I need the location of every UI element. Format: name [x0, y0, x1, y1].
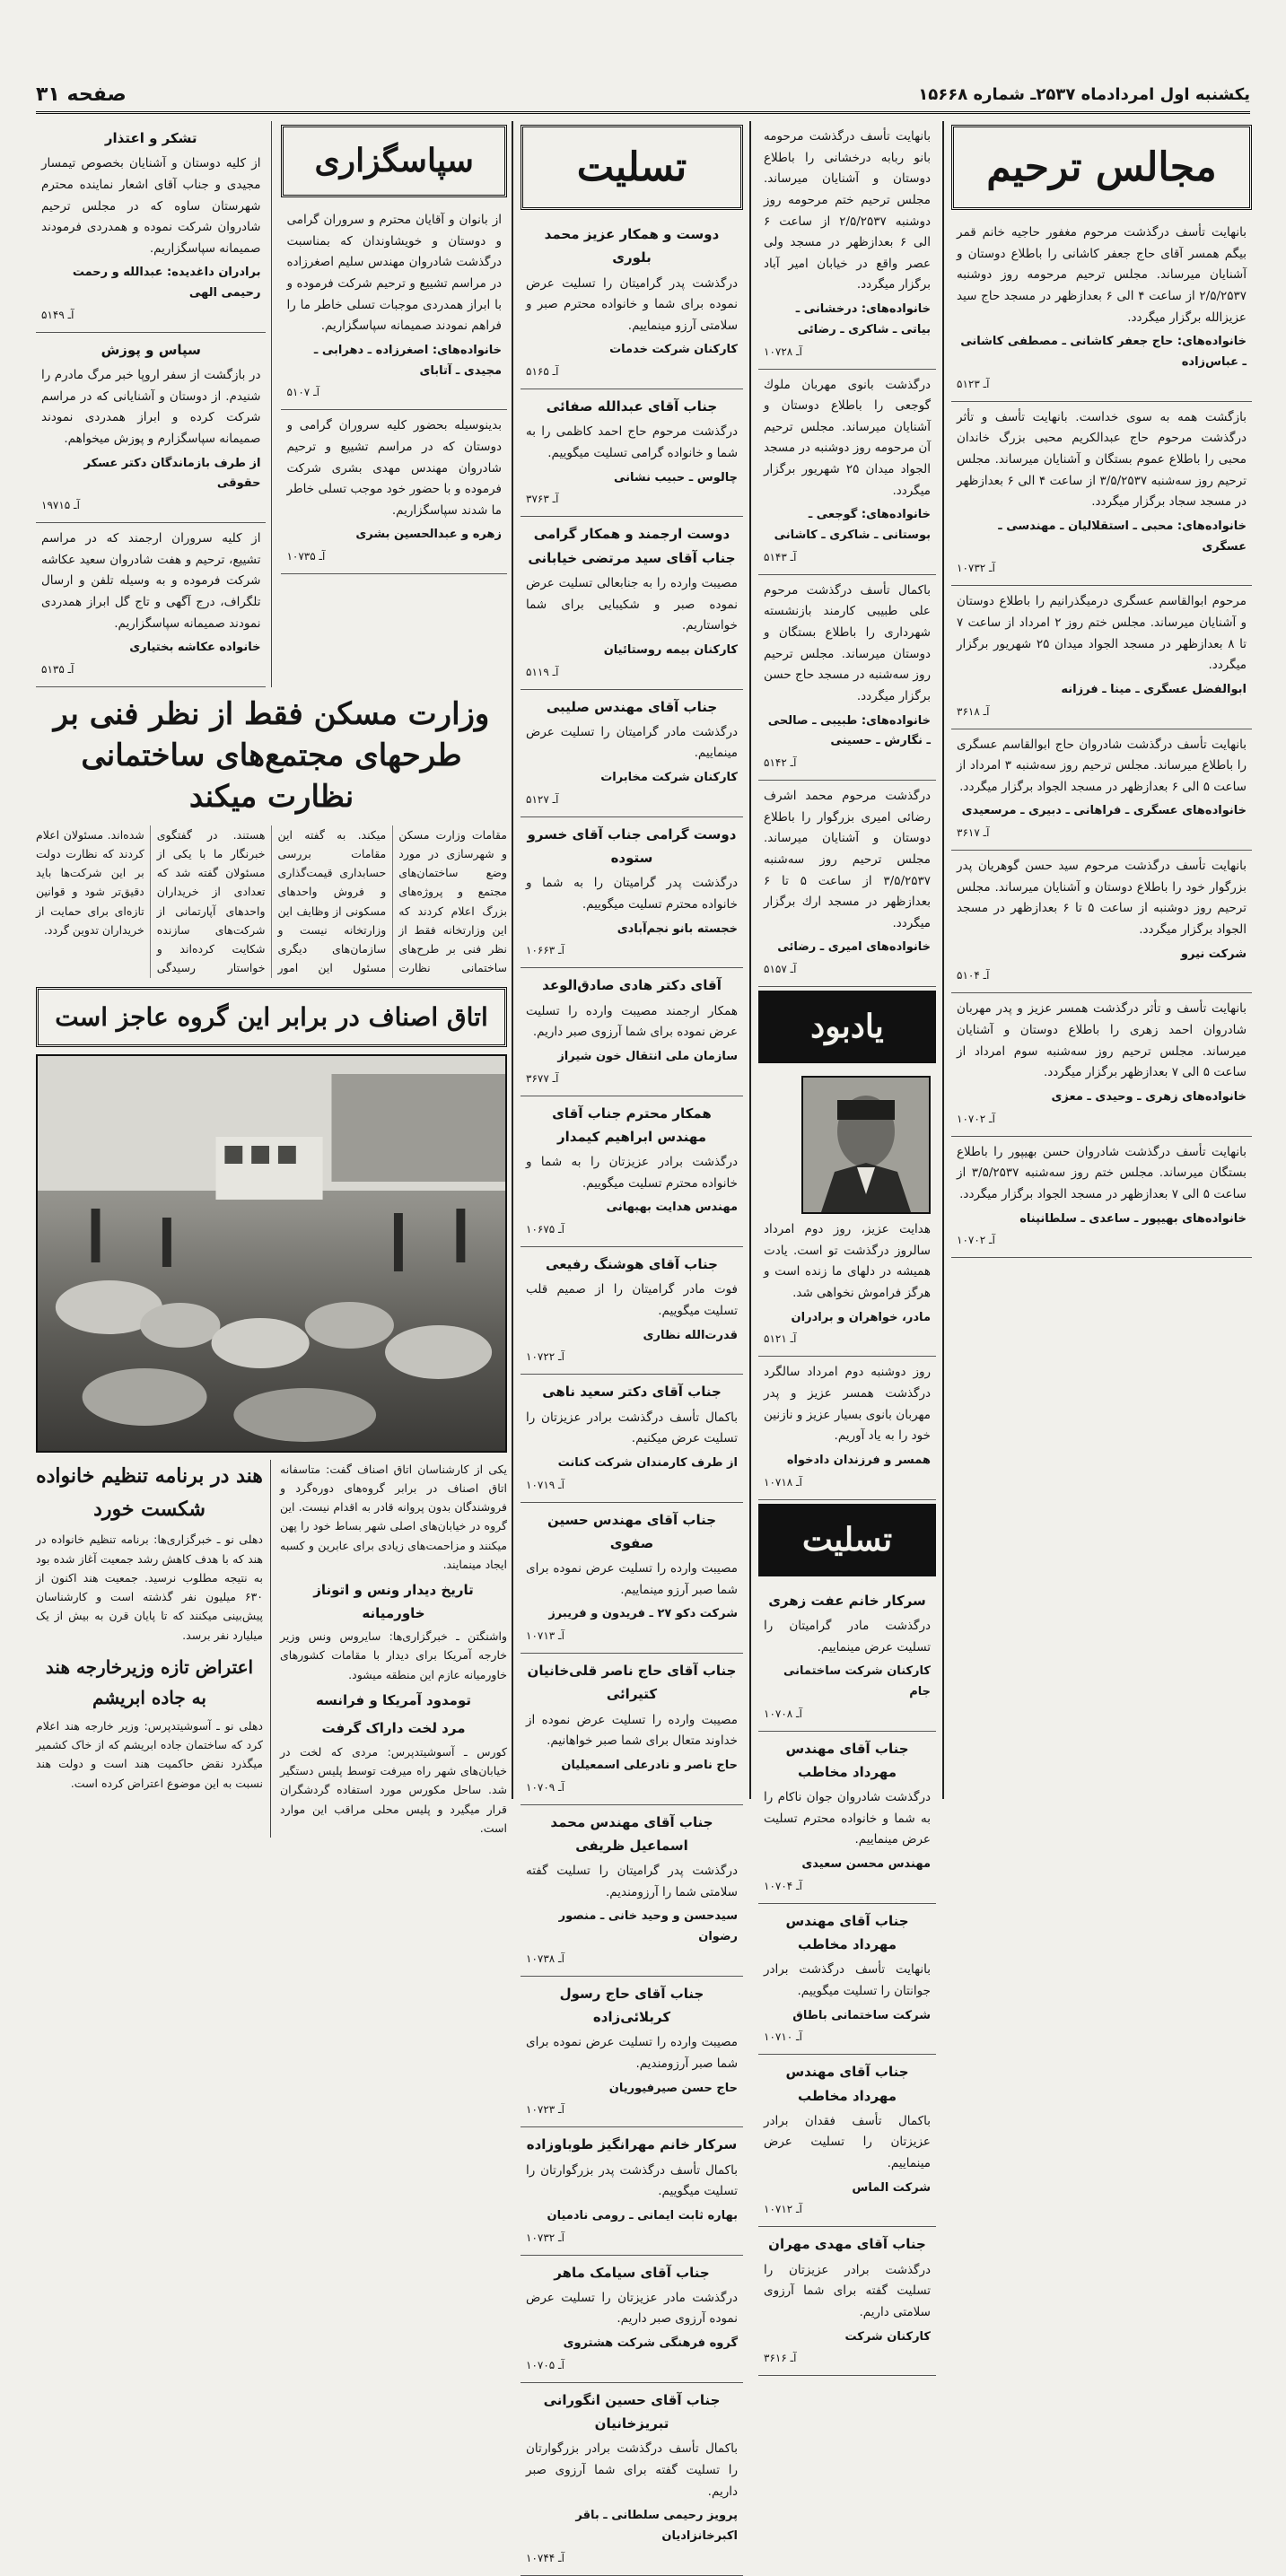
notice-recipient: جناب آقای هوشنگ رفیعی: [546, 1256, 718, 1272]
anniversary-code: آـ ۱۰۷۱۸: [764, 1475, 802, 1489]
notice-signature: خانواده‌های امیری ـ رضائی: [777, 940, 931, 955]
notice-recipient: سرکار خانم عفت زهری: [768, 1592, 926, 1609]
notice-signature: گروه فرهنگی شرکت هشتروی: [563, 2336, 738, 2350]
notice-text: بانهایت تأسف درگذشت مرحوم مغفور حاجیه خانم قمر بیگم همسر آقای حاج جعفر کاشانی را باطلاع دوستان و آشنایان میرساند. مجلس ترحیم مرحومه روز دوشنبه ۲/۵/۲۵۳۷ از ساعت ۴ الی ۶ بعدازظهر در مسجد حاج سید عزیزالله برگزار میگردد.: [957, 225, 1247, 325]
notice-recipient: جناب آقای مهندس مهرداد مخاطب: [785, 1740, 909, 1780]
anniversary-notice: [758, 1357, 936, 1499]
bottom-news-row: [36, 1460, 507, 1838]
notice-text: بانهایت تأسف درگذشت مرحومه بانو ربابه درخشانی را باطلاع دوستان و آشنایان میرساند. مجلس ترحیم ختم مرحومه روز دوشنبه ۲/۵/۲۵۳۷ از ساعت ۶ الی ۶ بعدازظهر در مسجد ولی عصر واقع در خیابان امیر آباد برگزار میگردد.: [764, 129, 931, 293]
notice-text: بانهایت تأسف درگذشت برادر جوانتان را تسلیت میگوییم.: [764, 1962, 931, 1998]
notice-recipient: جناب آقای عبدالله صفائی: [546, 398, 718, 415]
notice-text: مصیبت وارده را تسلیت عرض نموده برای شما صبر آرزومندیم.: [526, 2035, 738, 2071]
notice-text: درگذشت پدر گرامیتان را تسلیت گفته سلامتی شما را آرزومندیم.: [526, 1864, 738, 1899]
notice-code: آـ ۱۰۷۲۳: [526, 2103, 564, 2117]
notice-code: آـ ۱۰۷۰۹: [526, 1780, 564, 1794]
news-headline-vance: تاریخ دیدار ونس و اتوناز خاورمیانه: [313, 1582, 474, 1621]
notice-text: از کلیه دوستان و آشنایان بخصوص تیمسار مجیدی و جناب آقای اشعار نماینده محترم شهرستان ساوه که در مجلس ترحیم شادروان شرکت نموده و همدردی فرمودند صمیمانه سپاسگزاریم.: [41, 156, 261, 256]
news-headline-us-france: تومدود آمریکا و فرانسه: [315, 1691, 472, 1708]
notice-item: [281, 205, 507, 410]
notice-code: آـ ۵۱۲۷: [526, 792, 559, 806]
notice-signature: مهندس محسن سعیدی: [801, 1857, 931, 1871]
notice-text: مصیبت وارده را تسلیت عرض نموده برای شما صبر آرزو مینماییم.: [526, 1561, 738, 1597]
notice-item: [521, 1096, 743, 1248]
section-title-taslit-2: تسلیت: [758, 1504, 936, 1576]
memorial-portrait: [801, 1076, 931, 1214]
notice-item: [758, 121, 936, 370]
notice-item: [521, 2256, 743, 2383]
notice-code: آـ ۳۶۱۶: [764, 2352, 797, 2365]
section-title-majales: مجالس ترحیم: [951, 125, 1252, 210]
notice-text: همکار ارجمند مصیبت وارده را تسلیت عرض نموده برای شما آرزوی صبر داریم.: [526, 1003, 738, 1040]
article-headline: وزارت مسکن فقط از نظر فنی بر طرحهای مجتمع‌های ساختمانی نظارت میکند: [53, 696, 490, 815]
notice-recipient: دوست ارجمند و همکار گرامی جناب آقای سید مرتضی خیابانی: [528, 526, 736, 566]
notice-code: آـ ۵۱۴۹: [41, 308, 74, 321]
notice-item: [521, 2383, 743, 2576]
notice-text: باکمال تأسف درگذشت برادر بزرگوارتان را تسلیت گفته برای شما آرزوی صبر داریم.: [526, 2441, 738, 2499]
notice-item: [521, 968, 743, 1096]
notice-code: آـ ۱۰۷۲۸: [764, 345, 802, 358]
notice-signature: خانواده‌های عسگری ـ فراهانی ـ دبیری ـ مرسعیدی: [961, 804, 1247, 818]
notice-item: [758, 575, 936, 781]
notice-item: [758, 1584, 936, 1732]
notice-code: آـ ۵۱۶۵: [526, 365, 559, 379]
notice-text: درگذشت پدر گرامیتان را به شما و خانواده محترم تسلیت میگوییم.: [526, 876, 738, 912]
bottom-left-news: [36, 1460, 271, 1838]
notice-recipient: جناب آقای حاج رسول کربلائی‌زاده: [559, 1985, 704, 2025]
notice-text: درگذشت مرحوم حاج احمد کاظمی را به شما و خانواده گرامی تسلیت میگوییم.: [526, 424, 738, 460]
notice-recipient: جناب آقای مهندس صلیبی: [546, 698, 718, 715]
notice-item: [758, 2227, 936, 2376]
column-divider: [512, 121, 513, 1799]
notice-signature: خجسته بانو نجم‌آبادی: [617, 921, 738, 936]
notice-text: باکمال تأسف درگذشت برادر عزیزتان را تسلیت عرض میکنیم.: [526, 1410, 738, 1446]
notice-signature: خانواده‌های: حاج جعفر کاشانی ـ مصطفی کاشانی ـ عباس‌زاده: [960, 335, 1247, 369]
section-title-taslit: تسلیت: [521, 125, 743, 210]
notice-signature: خانواده عکاشه بختیاری: [129, 641, 261, 655]
notice-signature: خانواده‌های بهیپور ـ ساعدی ـ سلطانپناه: [1019, 1211, 1247, 1226]
notice-signature: خانواده‌های زهری ـ وحیدی ـ معزی: [1051, 1089, 1247, 1104]
news-text-silk-road: دهلی نو ـ آسوشیتدپرس: وزیر خارجه هند اعلام کرد که ساختمان جاده ابریشم که از خاک کشمیر میگذرد نقض حاکمیت هند است و دولت هند نسبت به این موضوع اعتراض کرده است.: [36, 1718, 263, 1790]
section-title-sepasgozari: سپاسگزاری: [281, 125, 507, 197]
section-title-yadbud: یادبود: [758, 991, 936, 1063]
notice-code: آـ ۵۱۰۷: [286, 386, 319, 399]
notice-text: از کلیه سروران ارجمند که در مراسم تشییع، ترحیم و هفت شادروان سعید عکاشه شرکت فرموده و به وسیله تلفن و ارسال تلگراف، درج آگهی و تاج گل ابراز همدردی نمودند صمیمانه سپاسگزاریم.: [41, 531, 261, 631]
notice-item: [758, 781, 936, 987]
notice-item: [521, 1503, 743, 1655]
notice-code: آـ ۵۱۳۵: [41, 663, 74, 676]
notice-item: [521, 1977, 743, 2128]
notice-signature: برادران داغدیده: عبدالله و رحمت رحیمی الهی: [72, 266, 261, 301]
notice-code: آـ ۵۱۴۲: [764, 756, 797, 769]
notice-signature: خانواده‌های: طبیبی ـ صالحی ـ نگارش ـ حسینی: [767, 713, 931, 748]
notice-text: مصیبت وارده را تسلیت عرض نموده از خداوند متعال برای شما صبر خواهانیم.: [526, 1712, 738, 1749]
notice-text: درگذشت برادر عزیزتان را به شما و خانواده محترم تسلیت میگوییم.: [526, 1155, 738, 1191]
column-obituaries: [951, 121, 1252, 1799]
column-thanks-and-news: [36, 121, 507, 1835]
notice-text: درگذشت برادر عزیزتان را تسلیت گفته برای شما آرزوی سلامتی داریم.: [764, 2262, 931, 2319]
notice-code: آـ ۱۰۷۲۲: [526, 1350, 564, 1364]
notice-signature: زهره و عبدالحسین بشری: [355, 528, 502, 542]
notice-text: بانهایت تأسف و تأثر درگذشت همسر عزیز و پدر مهربان شادروان احمد زهری را باطلاع دوستان و آشنایان میرساند. مجلس ترحیم روز سه‌شنبه سوم امرداد از ساعت ۵ الی ۷ بعدازظهر برگزار میگردد.: [957, 1001, 1247, 1080]
notice-code: آـ ۱۰۷۰۲: [957, 1112, 995, 1125]
notice-recipient: جناب آقای سیامک ماهر: [554, 2264, 710, 2281]
notice-code: آـ ۵۱۴۳: [764, 550, 797, 563]
notice-text: بانهایت تأسف درگذشت شادروان حاج ابوالقاسم عسگری را باطلاع میرساند. مجلس ترحیم روز سه‌شنبه ۳ امرداد از ساعت ۵ الی ۶ بعدازظهر در مسجد الجواد برگزار میگردد.: [957, 737, 1247, 794]
notice-signature: شرکت نیرو: [1180, 947, 1247, 961]
notice-code: آـ ۳۷۶۳: [526, 493, 559, 506]
notice-recipient: دوست گرامی جناب آقای خسرو ستوده: [527, 825, 737, 866]
notice-code: آـ ۵۱۲۳: [957, 377, 990, 390]
notice-code: آـ ۳۶۱۸: [957, 704, 990, 718]
notice-item: [521, 389, 743, 517]
notice-signature: ابوالفضل عسگری ـ مینا ـ فرزانه: [1061, 682, 1247, 696]
notice-item: [521, 2127, 743, 2255]
notice-item: [521, 1805, 743, 1977]
notice-item: [951, 993, 1252, 1136]
notice-text: بازگشت همه به سوی خداست. بانهایت تأسف و تأثر درگذشت مرحوم حاج عبدالکریم محبی بزرگ خاندان محبی را باطلاع عموم بستگان و آشنایان میرساند. مجلس ترحیم روز سه‌شنبه ۳/۵/۲۵۳۷ از ساعت ۴ الی ۶ بعدازظهر در مسجد سجاد برگزار میگردد.: [957, 409, 1247, 510]
anniversary-text: روز دوشنبه دوم امرداد سالگرد درگذشت همسر عزیز و پدر مهربان بانوی بسیار عزیز و نازنین خود را به یاد آوریم.: [764, 1365, 931, 1444]
notice-item: [521, 1654, 743, 1805]
notice-signature: سیدحسن و وحید خانی ـ منصور رضوان: [558, 1909, 738, 1943]
notice-signature: خانواده‌های: گوجعی ـ بوستانی ـ شاکری ـ کاشانی: [774, 508, 931, 542]
memorial-signature: مادر، خواهران و برادران: [791, 1310, 931, 1324]
bottom-right-news: [280, 1460, 507, 1838]
notice-signature: قدرت‌الله نظاری: [643, 1328, 738, 1342]
notice-code: آـ ۱۰۷۳۲: [957, 562, 995, 575]
thanks-list: [281, 205, 507, 574]
photo-headline: اتاق اصناف در برابر این گروه عاجز است: [36, 987, 507, 1047]
notice-signature: شرکت الماس: [852, 2180, 931, 2195]
notice-code: آـ ۵۱۰۴: [957, 969, 990, 982]
notice-item: [758, 370, 936, 575]
notice-item: [758, 2055, 936, 2227]
notice-item: [521, 217, 743, 389]
notice-text: باکمال تأسف درگذشت پدر بزرگوارتان را تسلیت میگوییم.: [526, 2162, 738, 2199]
notice-code: آـ ۱۹۷۱۵: [41, 499, 80, 512]
notice-code: آـ ۱۰۷۴۴: [526, 2551, 564, 2564]
notice-signature: سازمان ملی انتقال خون شیراز: [557, 1049, 738, 1063]
notice-item: [951, 586, 1252, 729]
notice-signature: خانواده‌های: اصغرزاده ـ دهرابی ـ مجیدی ـ آتابای: [313, 343, 502, 378]
notice-text: درگذشت مادر گرامیتان را تسلیت عرض مینماییم.: [764, 1618, 931, 1655]
notice-item: [758, 1732, 936, 1904]
notice-item: [36, 333, 266, 523]
notice-item: [951, 402, 1252, 587]
condolence-list-2: [758, 1584, 936, 2377]
memorial-notice: [758, 1070, 936, 1357]
notice-text: درگذشت مادر گرامیتان را تسلیت عرض مینماییم.: [526, 724, 738, 761]
notice-recipient: جناب آقای مهندس محمد اسماعیل ظریفی: [550, 1813, 713, 1854]
notice-code: آـ ۱۰۷۱۹: [526, 1478, 564, 1491]
notice-code: آـ ۱۰۷۳۵: [286, 550, 326, 563]
notice-item: [951, 1137, 1252, 1259]
notice-signature: حاج حسن صیرفیوریان: [608, 2081, 738, 2095]
notice-signature: خانواده‌های: درخشانی ـ بیاتی ـ شاکری ـ رضائی: [795, 302, 931, 336]
obituary-list-2: [758, 121, 936, 987]
notice-text: در بازگشت از سفر اروپا خبر مرگ مادرم را شنیدم. از دوستان و آشنایانی که در مراسم شرکت کرده و ابراز همدردی نمودند صمیمانه سپاسگزارم و پوزش میخواهم.: [41, 368, 261, 446]
notice-item: [758, 1904, 936, 2056]
notice-text: درگذشت شادروان جوان ناکام را به شما و خانواده محترم تسلیت عرض مینماییم.: [764, 1790, 931, 1847]
notice-item: [521, 817, 743, 969]
notice-code: آـ ۱۰۷۰۴: [764, 1879, 802, 1892]
notice-code: آـ ۱۰۶۶۳: [526, 944, 564, 957]
notice-text: فوت مادر گرامیتان را از صمیم قلب تسلیت میگوییم.: [526, 1282, 738, 1318]
notice-code: آـ ۳۶۷۷: [526, 1071, 559, 1085]
notice-code: آـ ۱۰۷۱۲: [764, 2203, 802, 2216]
anniversary-signature: همسر و فرزندان دادخواه: [786, 1453, 931, 1467]
notice-signature: حاج ناصر و نادرعلی اسمعیلیان: [561, 1758, 738, 1772]
notice-item: [36, 523, 266, 687]
notice-recipient: جناب آقای دکتر سعید ناهی: [542, 1384, 722, 1401]
notice-item: [521, 1375, 743, 1502]
column-obituaries-2: [758, 121, 936, 2365]
notice-code: آـ ۱۰۷۳۲: [526, 2231, 564, 2244]
thanks-row: [36, 121, 507, 687]
notice-recipient: همکار محترم جناب آقای مهندس ابراهیم کیمدار: [552, 1105, 712, 1145]
notice-signature: شرکت دکو ۲۷ ـ فریدون و فریبرز: [548, 1607, 738, 1621]
notice-text: درگذشت مرحوم محمد اشرف رضائی امیری بزرگوار را باطلاع دوستان و آشنایان میرساند. مجلس ترحیم روز سه‌شنبه ۳/۵/۲۵۳۷ از ساعت ۵ تا ۶ بعدازظهر در مسجد ارك برگزار میگردد.: [764, 789, 931, 930]
notice-text: درگذشت بانوی مهربان ملوك گوجعی را باطلاع دوستان و آشنایان میرساند. مجلس ترحیم آن مرحومه روز دوشنبه در مسجد الجواد میدان ۲۵ شهریور برگزار میگردد.: [764, 377, 931, 498]
notice-recipient: جناب آقای مهدی مهران: [768, 2236, 926, 2253]
article-body: مقامات وزارت مسکن و شهرسازی در مورد وضع ساختمان‌های مجتمع و پروژه‌های بزرگ اعلام کردند که این وزارتخانه فقط از نظر فنی بر طرح‌های ساختمانی نظارت میکند. به گفته این مقامات بررسی حسابداری قیمت‌گذاری و فروش واحدهای مسکونی از وظایف این وزارتخانه نیست و سازمان‌های دیگری مسئول این امور هستند. در گفتگوی خبرنگار ما با یکی از مسئولان گفته شد که تعدادی از خریداران واحدهای آپارتمانی از شرکت‌های سازنده شکایت کرده‌اند و خواستار رسیدگی شده‌اند. مسئولان اعلام کردند که نظارت دولت بر این شرکت‌ها باید دقیق‌تر شود و قوانین تازه‌ای برای حمایت از خریداران تدوین گردد.: [36, 827, 507, 975]
notice-text: بدینوسیله بحضور کلیه سروران گرامی و دوستان که در مراسم تشییع و ترحیم شادروان مهندس مهدی بشری شرکت فرموده و با حضور خود موجب تسلی خاطر ما شدند سپاسگزاریم.: [286, 418, 502, 518]
notice-item: [951, 217, 1252, 402]
notice-item: [521, 690, 743, 817]
notice-title: تشکر و اعتذار: [104, 130, 197, 146]
notice-recipient: جناب آقای مهندس حسین صفوی: [547, 1511, 717, 1551]
notice-signature: کارکنان شرکت: [844, 2329, 931, 2344]
news-headline-india: هند در برنامه تنظیم خانواده شکست خورد: [36, 1463, 263, 1522]
notice-text: باکمال تأسف فقدان برادر عزیزتان را تسلیت عرض مینماییم.: [764, 2113, 931, 2170]
notice-recipient: جناب آقای مهندس مهرداد مخاطب: [785, 1912, 909, 1952]
notice-signature: مهندس هدایت بهبهانی: [606, 1201, 738, 1215]
notice-signature: کارکنان شرکت مخابرات: [600, 771, 738, 784]
notice-code: آـ ۵۱۵۷: [764, 963, 797, 976]
notice-code: آـ ۱۰۷۰۵: [526, 2358, 564, 2371]
notice-item: [951, 729, 1252, 851]
notice-recipient: جناب آقای مهندس مهرداد مخاطب: [785, 2064, 909, 2104]
obituary-list: [951, 217, 1252, 1258]
notice-recipient: جناب آقای حسین انگورانی تبریزخانیان: [543, 2391, 721, 2432]
notice-recipient: دوست و همکار عزیز محمد بلوری: [544, 226, 720, 266]
notice-item: [951, 851, 1252, 993]
guild-text: یکی از کارشناسان اتاق اصناف گفت: متاسفانه اتاق اصناف در برابر گروه‌های دوره‌گرد و فروشندگان بدون پروانه قادر به اقدام نیست. این گروه در خیابان‌های اصلی شهر بساط خود را پهن میکنند و مزاحمت‌های زیادی برای عابرین و کسبه ایجاد مینمایند.: [280, 1462, 507, 1571]
notice-item: [521, 517, 743, 689]
notice-text: از بانوان و آقایان محترم و سروران گرامی و دوستان و خویشاوندان که بمناسبت درگذشت شادروان مهندس سلیم اصغرزاده در مراسم تشییع و ترحیم شرکت فرموده و با ابراز همدردی موجبات تسلی خاطر ما را فراهم نمودند صمیمانه سپاسگزاریم.: [286, 213, 502, 334]
thanks-side-boxes: [36, 121, 272, 687]
notice-signature: کارکنان شرکت ساختمانی جام: [783, 1664, 931, 1698]
news-headline-naked-man: مرد لخت داراک گرفت: [321, 1720, 466, 1737]
column-divider: [749, 121, 751, 1799]
memorial-code: آـ ۵۱۲۱: [764, 1332, 797, 1346]
notice-code: آـ ۱۰۶۷۵: [526, 1223, 564, 1236]
condolence-list: [521, 217, 743, 2576]
news-text-naked-man: کورس ـ آسوشیتدپرس: مردی که لخت در خیابان‌های شهر راه میرفت توسط پلیس دستگیر شد. ساحل مکورس مورد استفاده گردشگران قرار میگیرد و پلیس محلی مراقب این موارد است.: [280, 1744, 507, 1835]
notice-signature: از طرف کارمندان شرکت کنانت: [557, 1455, 738, 1470]
notice-code: آـ ۱۰۷۰۲: [957, 1234, 995, 1247]
notice-code: آـ ۱۰۷۱۰: [764, 2030, 802, 2044]
notice-item: [521, 1247, 743, 1375]
notice-text: درگذشت مادر عزیزتان را تسلیت عرض نموده آرزوی صبر داریم.: [526, 2290, 738, 2327]
notice-code: آـ ۱۰۷۱۳: [526, 1629, 564, 1642]
notice-signature: شرکت ساختمانی باطاق: [792, 2008, 931, 2022]
news-headline-silk-road: اعتراض تازه وزیرخارجه هند به جاده ابریشم: [45, 1655, 254, 1708]
notice-code: آـ ۳۶۱۷: [957, 826, 990, 840]
column-divider: [942, 121, 944, 1799]
issue-date: یکشنبه اول امردادماه ۲۵۳۷ـ شماره ۱۵۶۶۸: [918, 84, 1250, 104]
thanks-main: [281, 121, 507, 687]
page-header: [36, 77, 1250, 114]
news-text-india: دهلی نو ـ خبرگزاری‌ها: برنامه تنظیم خانواده در هند که با هدف کاهش رشد جمعیت آغاز شده بود به نتیجه مطلوب نرسید. جمعیت هند اکنون از ۶۳۰ میلیون نفر گذشته است و کارشناسان پیش‌بینی میکنند که تا پایان قرن به بیش از یک میلیارد نفر برسد.: [36, 1533, 263, 1642]
notice-text: درگذشت پدر گرامیتان را تسلیت عرض نموده برای شما و خانواده محترم صبر و سلامتی آرزو مینماییم.: [526, 275, 738, 333]
notice-signature: از طرف بازماندگان دکتر عسکر حقوقی: [83, 456, 261, 491]
notice-text: باکمال تأسف درگذشت مرحوم علی طبیبی کارمند بازنشسته شهرداری را باطلاع بستگان و دوستان میرساند. مجلس ترحیم روز سه‌شنبه در مسجد حاج حسن برگزار میگردد.: [764, 582, 931, 703]
notice-item: [36, 121, 266, 333]
notice-signature: بهاره ثابت ایمانی ـ رومی نادمیان: [547, 2208, 738, 2222]
column-condolences: [521, 121, 743, 2564]
notice-text: بانهایت تأسف درگذشت مرحوم سید حسن گوهریان پدر بزرگوار خود را باطلاع دوستان و آشنایان میرساند. مجلس ترحیم روز دوشنبه از ساعت ۵ تا ۶ بعدازظهر در مسجد الجواد برگزار میگردد.: [957, 859, 1247, 937]
notice-signature: خانواده‌های: محبی ـ استقلالیان ـ مهندسی ـ عسگری: [998, 519, 1247, 554]
market-photo: [36, 1054, 507, 1453]
notice-item: [281, 410, 507, 574]
notice-recipient: جناب آقای حاج ناصر قلی‌خانیان کتیرائی: [527, 1663, 737, 1703]
notice-code: آـ ۱۰۷۳۸: [526, 1952, 564, 1965]
notice-signature: کارکنان بیمه روستائیان: [603, 642, 738, 657]
notice-signature: پرویز رحیمی سلطانی ـ باقر اکبرخانزادیان: [575, 2509, 738, 2543]
notice-text: بانهایت تأسف درگذشت شادروان حسن بهیپور را باطلاع بستگان میرساند. مجلس ختم روز سه‌شنبه ۳/۵/۲۵۳۷ از ساعت ۵ الی ۷ بعدازظهر در مسجد الجواد برگزار میگردد.: [957, 1144, 1247, 1201]
notice-text: مرحوم ابوالقاسم عسگری درمیگذرانیم را باطلاع دوستان و آشنایان میرساند. مجلس ختم روز ۲ امرداد از ساعت ۷ تا ۸ بعدازظهر در مسجد الجواد میدان ۲۵ شهریور برگزار میگردد.: [957, 594, 1247, 673]
notice-text: مصیبت وارده را به جنابعالی تسلیت عرض نموده صبر و شکیبایی برای شما خواستاریم.: [526, 575, 738, 633]
news-text-vance: واشنگتن ـ خبرگزاری‌ها: سایروس ونس وزیر خارجه آمریکا برای دیدار با مقامات کشورهای خاورمیانه عازم این منطقه میشود.: [280, 1629, 507, 1681]
notice-signature: کارکنان شرکت خدمات: [609, 343, 738, 357]
notice-recipient: سرکار خانم مهرانگیز طوباوزاده: [526, 2136, 738, 2153]
notice-title: سپاس و پوزش: [101, 341, 201, 358]
notice-code: آـ ۵۱۱۹: [526, 665, 559, 678]
notice-code: آـ ۱۰۷۰۸: [764, 1707, 802, 1720]
notice-signature: چالوس ـ حبیب نشانی: [613, 470, 738, 485]
notice-recipient: آقای دکتر هادی صادق‌الوعد: [542, 977, 722, 994]
page-number: صفحه ۳۱: [36, 83, 127, 106]
memorial-text: هدایت عزیز، روز دوم امرداد سالروز درگذشت تو است. یادت همیشه در دلهای ما زنده است و هرگز فراموش نخواهی شد.: [764, 1222, 931, 1300]
